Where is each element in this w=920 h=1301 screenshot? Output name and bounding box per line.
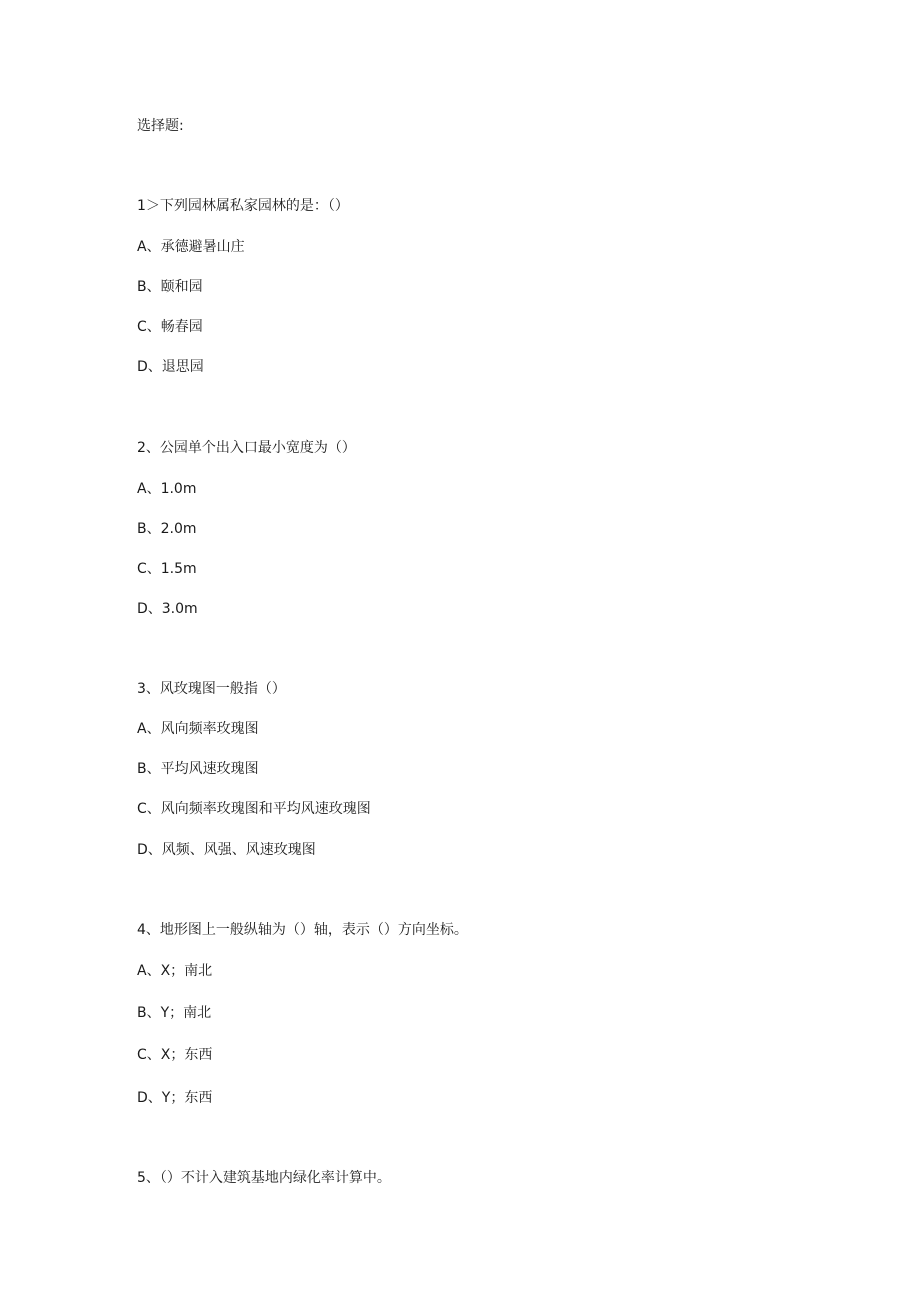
option-a: A、风向频率玫瑰图 — [137, 721, 259, 737]
option-c: C、畅春园 — [137, 319, 203, 335]
section-title: 选择题: — [137, 118, 184, 134]
option-b: B、2.0m — [137, 521, 197, 537]
question-stem: 2、公园单个出入口最小宽度为（） — [137, 440, 356, 456]
question-stem: 5、（）不计入建筑基地内绿化率计算中。 — [137, 1170, 391, 1186]
option-b: B、Y；南北 — [137, 1005, 212, 1021]
option-c: C、风向频率玫瑰图和平均风速玫瑰图 — [137, 801, 371, 817]
option-b: B、平均风速玫瑰图 — [137, 761, 259, 777]
option-a: A、1.0m — [137, 481, 197, 497]
option-d: D、3.0m — [137, 601, 198, 617]
option-d: D、风频、风强、风速玫瑰图 — [137, 842, 316, 858]
option-a: A、X；南北 — [137, 963, 213, 979]
option-b: B、颐和园 — [137, 279, 203, 295]
question-stem: 1＞下列园林属私家园林的是：（） — [137, 198, 349, 214]
question-stem: 3、风玫瑰图一般指（） — [137, 681, 286, 697]
option-c: C、X；东西 — [137, 1047, 213, 1063]
option-a: A、承德避暑山庄 — [137, 239, 245, 255]
option-d: D、Y；东西 — [137, 1090, 213, 1106]
option-c: C、1.5m — [137, 561, 197, 577]
option-d: D、退思园 — [137, 359, 204, 375]
question-stem: 4、地形图上一般纵轴为（）轴，表示（）方向坐标。 — [137, 922, 468, 938]
